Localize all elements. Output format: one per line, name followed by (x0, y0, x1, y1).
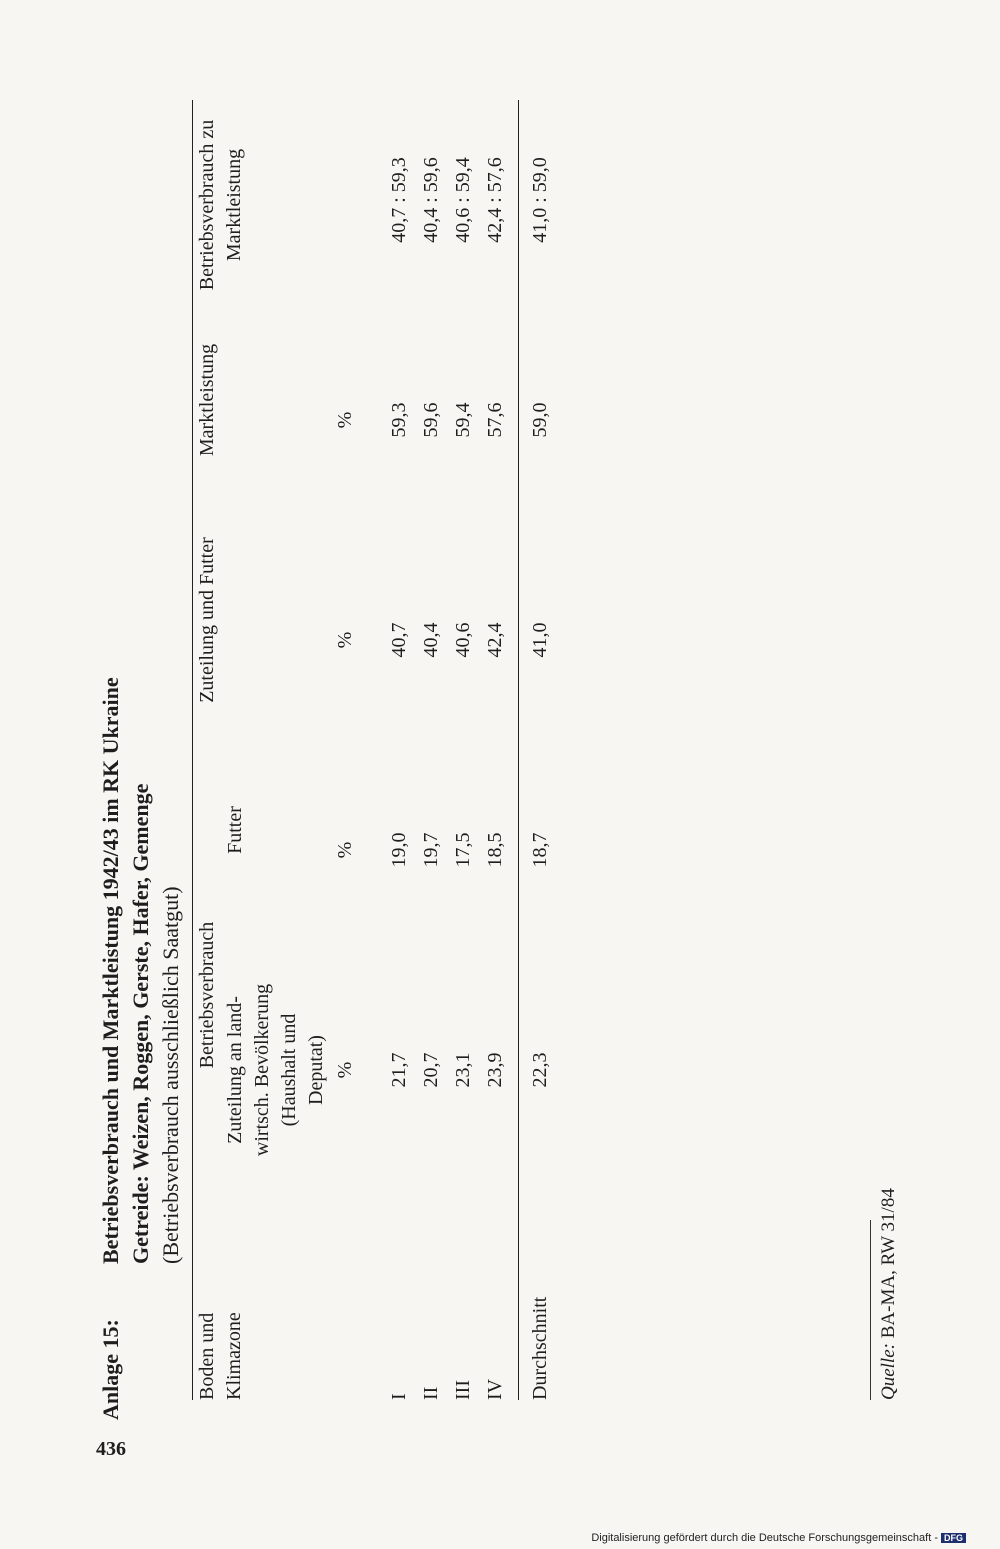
header-market: Marktleistung (196, 343, 218, 457)
header-allotment-line3: (Haushalt und (278, 1013, 300, 1127)
row-2-market: 59,6 (420, 402, 442, 438)
header-allotment-line4: Deputat) (305, 1035, 327, 1105)
header-allotment-line1: Zuteilung an land- (224, 996, 246, 1144)
row-1-ratio: 40,7 : 59,3 (388, 157, 410, 243)
header-ratio (194, 90, 248, 320)
header-allotment-line2: wirtsch. Bevölkerung (251, 983, 273, 1157)
table-average-rule (518, 100, 519, 1400)
header-combined: Zuteilung und Futter (196, 537, 218, 703)
header-feed: Futter (224, 806, 246, 854)
unit-combined: % (334, 631, 356, 649)
row-3-zone: III (452, 1380, 474, 1400)
row-average-allotment: 22,3 (529, 1052, 551, 1088)
header-group-betriebsverbrauch: Betriebsverbrauch (196, 921, 218, 1069)
row-3-ratio: 40,6 : 59,4 (452, 157, 474, 243)
row-3-feed: 17,5 (452, 832, 474, 868)
row-4-feed: 18,5 (484, 832, 506, 868)
data-table (192, 100, 582, 1400)
rotated-content (90, 80, 970, 1420)
header-allotment (222, 950, 330, 1190)
footer-text: Digitalisierung gefördert durch die Deutsche Forschungsgemeinschaft - (591, 1532, 938, 1544)
row-average-zone: Durchschnitt (529, 1296, 551, 1400)
caption-subtitle: Getreide: Weizen, Roggen, Gerste, Hafer, Gemenge (128, 783, 153, 1264)
row-4-ratio: 42,4 : 57,6 (484, 157, 506, 243)
row-2-ratio: 40,4 : 59,6 (420, 157, 442, 243)
row-1-zone: I (388, 1393, 410, 1400)
source-note (878, 1188, 900, 1400)
digitization-footer (591, 1532, 966, 1544)
row-4-combined: 42,4 (484, 622, 506, 658)
row-average-market: 59,0 (529, 402, 551, 438)
header-ratio-line1: Betriebsverbrauch zu (196, 119, 218, 291)
row-1-combined: 40,7 (388, 622, 410, 658)
row-average-ratio: 41,0 : 59,0 (529, 157, 551, 243)
header-zone-line1: Boden und (196, 1312, 218, 1400)
caption-note: (Betriebsverbrauch ausschließlich Saatgut) (158, 886, 183, 1264)
row-3-market: 59,4 (452, 402, 474, 438)
dfg-logo: DFG (941, 1533, 966, 1543)
row-4-allotment: 23,9 (484, 1052, 506, 1088)
row-4-zone: IV (484, 1378, 506, 1400)
row-4-market: 57,6 (484, 402, 506, 438)
row-2-feed: 19,7 (420, 832, 442, 868)
row-1-market: 59,3 (388, 402, 410, 438)
caption-label: Anlage 15: (98, 1319, 123, 1420)
row-2-zone: II (420, 1386, 442, 1400)
row-1-allotment: 21,7 (388, 1052, 410, 1088)
table-top-rule (192, 100, 193, 1400)
source-label: Quelle: (878, 1343, 899, 1400)
row-3-allotment: 23,1 (452, 1052, 474, 1088)
row-2-combined: 40,4 (420, 622, 442, 658)
source-text: BA-MA, RW 31/84 (878, 1188, 899, 1339)
caption-title-line (96, 80, 126, 1420)
header-zone-line2: Klimazone (223, 1312, 245, 1400)
unit-market: % (334, 411, 356, 429)
unit-allotment: % (334, 1061, 356, 1079)
header-zone (194, 1230, 248, 1400)
caption-title: Betriebsverbrauch und Marktleistung 1942/43 im RK Ukraine (98, 677, 123, 1264)
header-ratio-line2: Marktleistung (223, 148, 245, 262)
source-rule (870, 1220, 871, 1400)
row-3-combined: 40,6 (452, 622, 474, 658)
row-2-allotment: 20,7 (420, 1052, 442, 1088)
row-1-feed: 19,0 (388, 832, 410, 868)
row-average-combined: 41,0 (529, 622, 551, 658)
row-average-feed: 18,7 (529, 832, 551, 868)
table-caption (96, 80, 186, 1420)
unit-feed: % (334, 841, 356, 859)
page-number: 436 (96, 1438, 126, 1460)
